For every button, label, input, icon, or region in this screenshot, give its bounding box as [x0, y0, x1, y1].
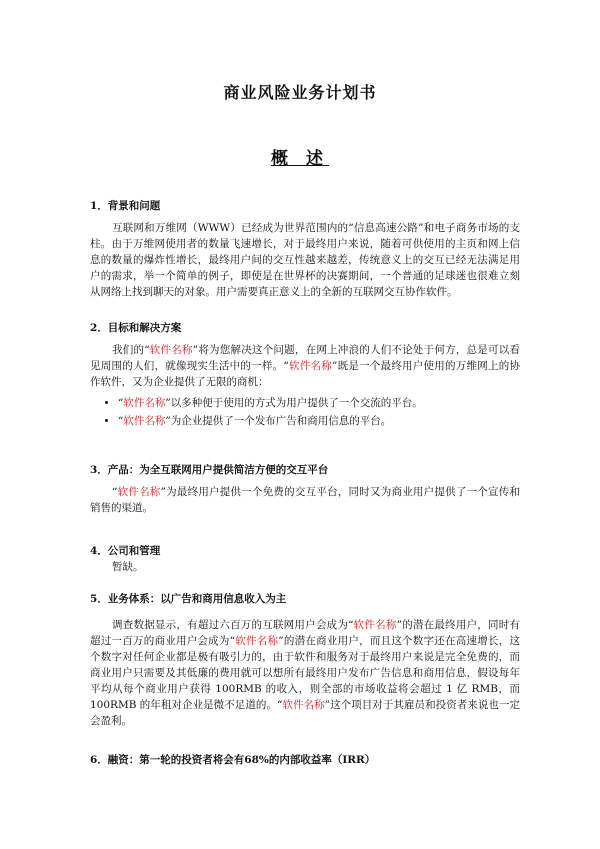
product-name: 软件名称 — [288, 360, 332, 372]
list-item: • “软件名称”以多种便于使用的方式为用户提供了一个交流的平台。 — [118, 394, 520, 412]
product-name: 软件名称 — [282, 699, 325, 711]
product-name: 软件名称 — [123, 397, 166, 409]
document-title: 商业风险业务计划书 — [223, 83, 377, 102]
product-name: 软件名称 — [353, 619, 397, 631]
product-name: 软件名称 — [123, 415, 166, 427]
section-business — [90, 591, 520, 729]
bullet-list — [90, 394, 520, 430]
section-company — [90, 543, 520, 575]
section-paragraph: “软件名称”为最终用户提供一个免费的交互平台，同时又为商业用户提供了一个宣传和销售的渠道。 — [90, 486, 520, 514]
section-text: 暂缺。 — [112, 561, 144, 573]
section-heading: 5．业务体系：以广告和商用信息收入为主 — [90, 593, 287, 605]
section-heading: 4．公司和管理 — [90, 545, 161, 557]
section-heading: 3．产品：为全互联网用户提供简洁方便的交互平台 — [90, 464, 329, 476]
section-heading: 1．背景和问题 — [90, 200, 161, 212]
list-item: • “软件名称”为企业提供了一个发布广告和商用信息的平台。 — [118, 412, 520, 430]
product-name: 软件名称 — [235, 635, 279, 647]
section-paragraph: 我们的“软件名称”将为您解决这个问题，在网上冲浪的人们不论处于何方，总是可以看见周围的人们，就像现实生活中的一样。“软件名称”既是一个最终用户使用的万维网上的协作软件，又为企业提供了无限的商机： — [90, 344, 520, 388]
section-paragraph: 调查数据显示，有超过六百万的互联网用户会成为“软件名称”的潜在最终用户，同时有超过一百万的商业用户会成为“软件名称”的潜在商业用户，而且这个数字还在高速增长，这个数字对任何企业都是极有吸引力的，由于软件和服务对于最终用户来说是完全免费的，而商业用户只需要及其低廉的费用就可以想所有最终用户发布广告信息和商用信息，假设每年平均从每个商业用户获得 100RMB 的收入，则全部的市场收益将会超过 1 亿 RMB，而 100RMB 的年租对企业是微不足道的。“软件名称”这个项目对于其雇员和投资者来说也一定会盈利。 — [90, 619, 521, 727]
section-heading: 6．融资：第一轮的投资者将会有68%的内部收益率（IRR） — [90, 754, 376, 766]
product-name: 软件名称 — [117, 486, 161, 498]
product-name: 软件名称 — [149, 344, 193, 356]
document-subtitle: 概 述 — [271, 149, 329, 169]
section-paragraph: 互联网和万维网（WWW）已经成为世界范围内的“信息高速公路”和电子商务市场的支柱。由于万维网使用者的数量飞速增长，对于最终用户来说，随着可供使用的主页和网上信息的数量的爆炸性增长，最终用户间的交互性越来越差，传统意义上的交互已经无法满足用户的需求，举一个简单的例子，即使是在世界杯的决赛期间，一个普通的足球迷也很难立刻从网络上找到聊天的对象。用户需要真正意义上的全新的互联网交互协作软件。 — [90, 222, 520, 298]
section-financing — [90, 752, 520, 768]
section-goals — [90, 320, 520, 430]
section-product — [90, 462, 520, 516]
section-background — [90, 198, 520, 300]
section-heading: 2．目标和解决方案 — [90, 322, 182, 334]
